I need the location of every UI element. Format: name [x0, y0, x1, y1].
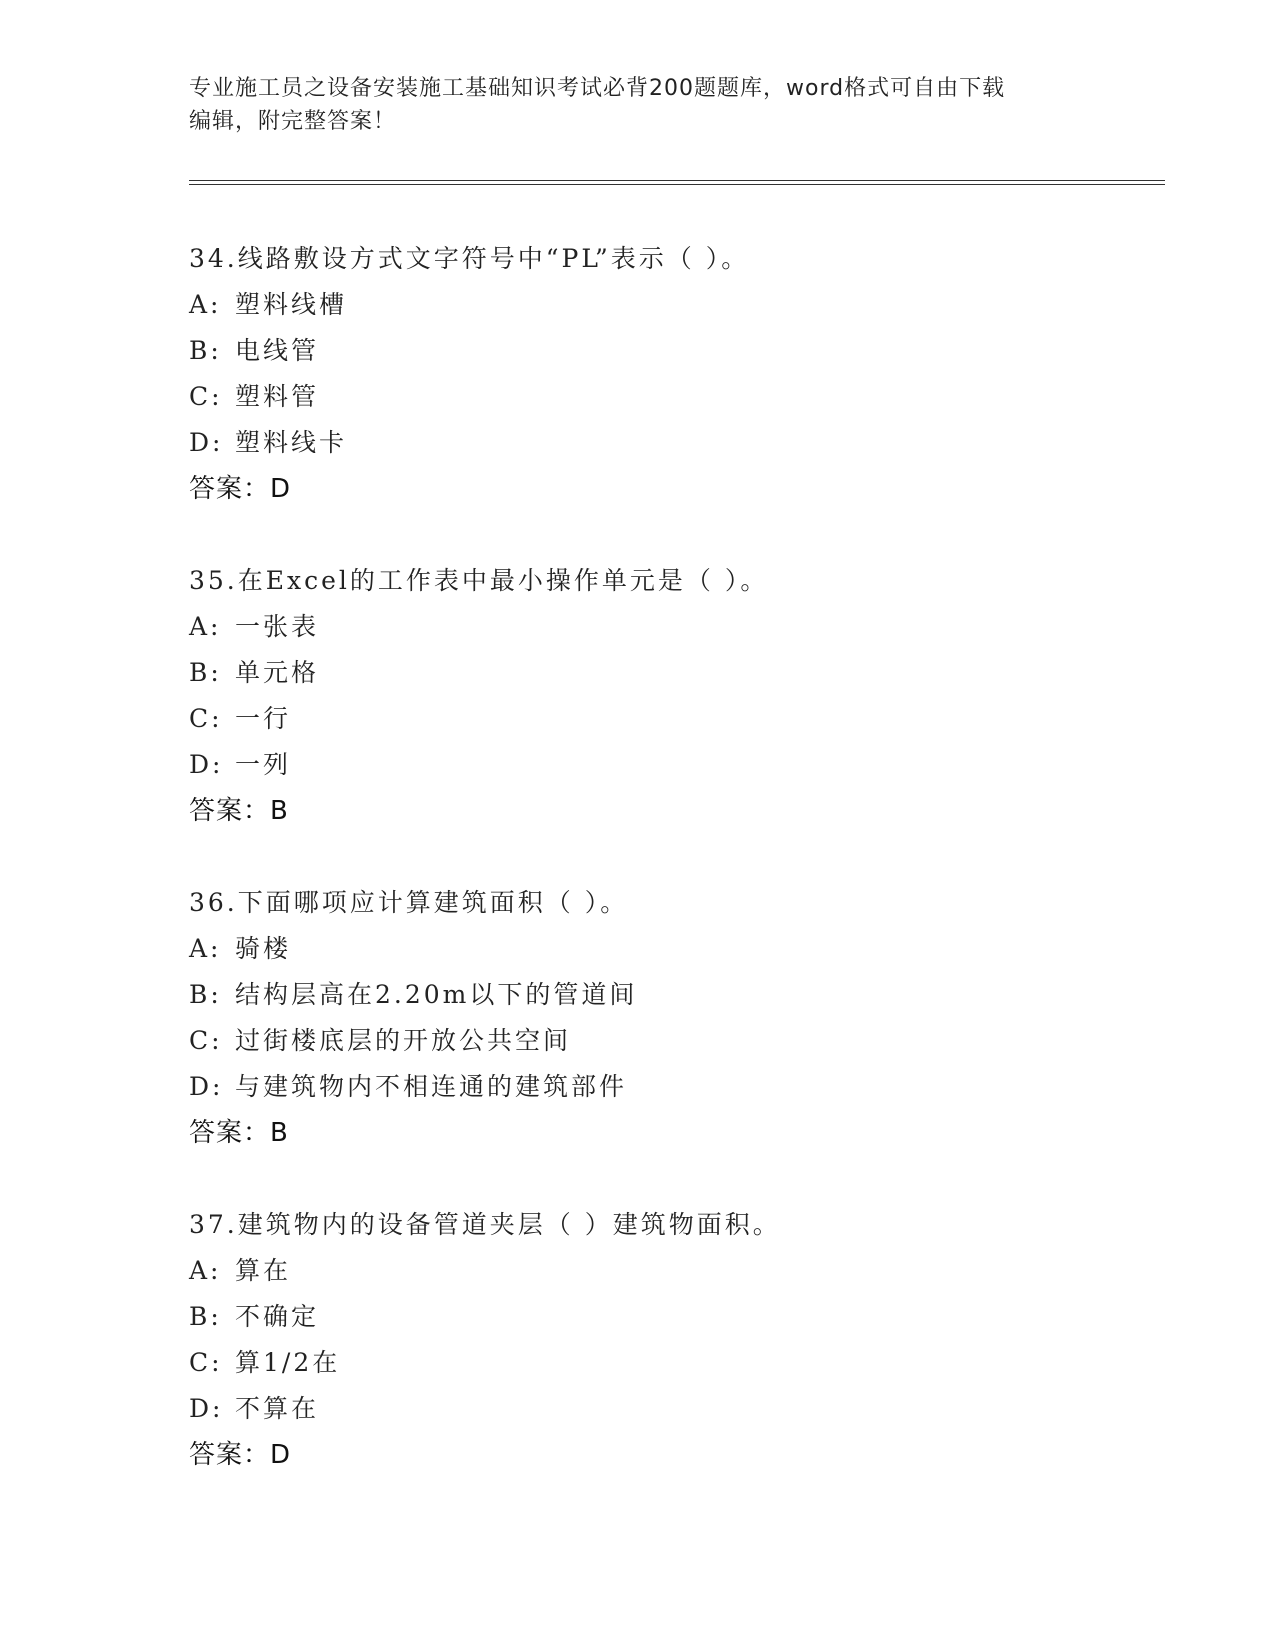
header-line-1: 专业施工员之设备安装施工基础知识考试必背200题题库，word格式可自由下载: [189, 76, 1006, 101]
answer-line: 答案：D: [189, 1440, 292, 1470]
option-c: [189, 1340, 1169, 1386]
option-text: 一行: [235, 704, 292, 733]
option-letter: B:: [189, 336, 222, 365]
option-a: [189, 604, 1169, 650]
option-letter: C:: [189, 704, 223, 733]
option-text: 塑料线卡: [235, 428, 348, 457]
option-text: 与建筑物内不相连通的建筑部件: [235, 1072, 628, 1101]
question-title: 34.线路敷设方式文字符号中“PL”表示（ ）。: [189, 244, 750, 273]
question-block: [189, 880, 1169, 1156]
question-title: 35.在Excel的工作表中最小操作单元是（ ）。: [189, 566, 769, 595]
option-text: 算1/2在: [235, 1348, 341, 1377]
option-text: 单元格: [235, 658, 320, 687]
answer-line: 答案：D: [189, 474, 292, 504]
option-letter: A:: [189, 290, 222, 319]
option-text: 塑料线槽: [235, 290, 348, 319]
option-d: [189, 1064, 1169, 1110]
question-block: [189, 558, 1169, 834]
option-letter: C:: [189, 382, 223, 411]
option-text: 算在: [235, 1256, 292, 1285]
option-letter: D:: [189, 1394, 224, 1423]
header-line-2: 编辑，附完整答案！: [189, 109, 397, 134]
option-letter: C:: [189, 1348, 223, 1377]
option-letter: B:: [189, 1302, 222, 1331]
option-text: 骑楼: [235, 934, 292, 963]
option-text: 电线管: [235, 336, 320, 365]
question-block: [189, 1202, 1169, 1478]
option-letter: B:: [189, 980, 222, 1009]
option-d: [189, 420, 1169, 466]
question-block: [189, 236, 1169, 512]
option-text: 一列: [235, 750, 292, 779]
document-header: [189, 72, 1089, 138]
option-a: [189, 1248, 1169, 1294]
option-letter: A:: [189, 1256, 222, 1285]
option-letter: A:: [189, 612, 222, 641]
option-text: 一张表: [235, 612, 320, 641]
header-divider-top: [189, 180, 1165, 181]
header-divider-bottom: [189, 184, 1165, 185]
option-c: [189, 1018, 1169, 1064]
option-a: [189, 282, 1169, 328]
option-letter: D:: [189, 428, 224, 457]
option-c: [189, 696, 1169, 742]
option-b: [189, 650, 1169, 696]
option-d: [189, 742, 1169, 788]
answer-line: 答案：B: [189, 1118, 289, 1148]
option-letter: C:: [189, 1026, 223, 1055]
option-text: 不确定: [235, 1302, 320, 1331]
option-b: [189, 1294, 1169, 1340]
option-text: 不算在: [235, 1394, 320, 1423]
option-text: 塑料管: [235, 382, 320, 411]
option-b: [189, 972, 1169, 1018]
option-letter: D:: [189, 1072, 224, 1101]
option-b: [189, 328, 1169, 374]
option-a: [189, 926, 1169, 972]
option-c: [189, 374, 1169, 420]
option-d: [189, 1386, 1169, 1432]
option-text: 结构层高在2.20m以下的管道间: [235, 980, 638, 1009]
option-letter: D:: [189, 750, 224, 779]
question-title: 36.下面哪项应计算建筑面积（ ）。: [189, 888, 629, 917]
option-letter: B:: [189, 658, 222, 687]
option-letter: A:: [189, 934, 222, 963]
question-title: 37.建筑物内的设备管道夹层（ ）建筑物面积。: [189, 1210, 781, 1239]
answer-line: 答案：B: [189, 796, 289, 826]
option-text: 过街楼底层的开放公共空间: [235, 1026, 572, 1055]
